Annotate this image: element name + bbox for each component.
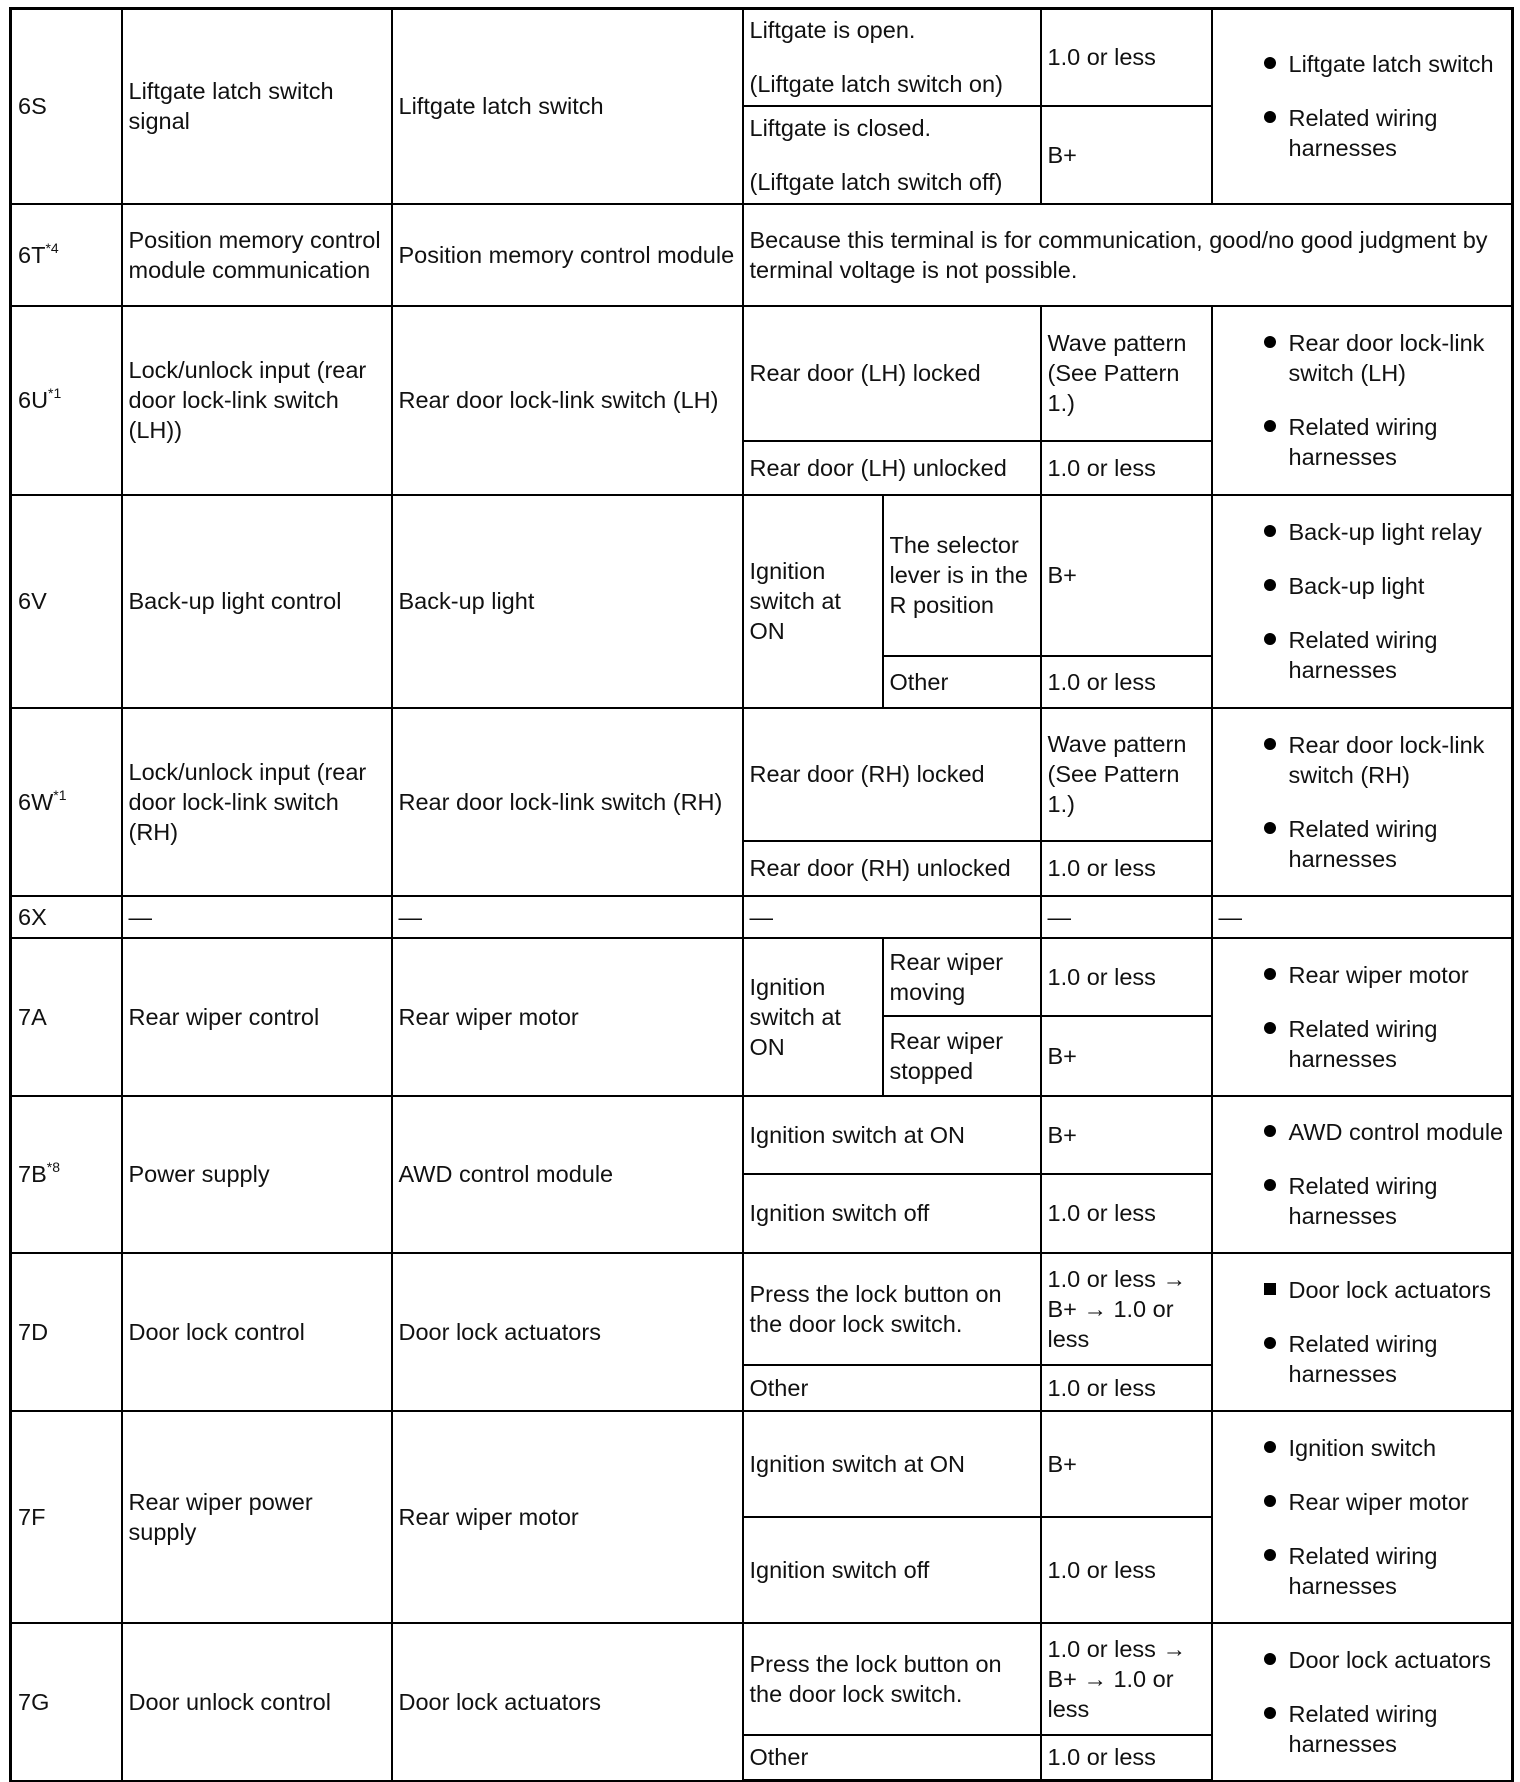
condition-cell: Press the lock button on the door lock switch. — [743, 1623, 1041, 1735]
device-cell: AWD control module — [392, 1096, 743, 1253]
bullet-icon — [1264, 525, 1276, 537]
table-row — [11, 896, 1513, 938]
signal-cell: Position memory control module communication — [122, 204, 392, 306]
bullet-icon — [1264, 1549, 1276, 1561]
terminal-cell: 6S — [11, 9, 122, 204]
table-row — [11, 306, 1513, 441]
bullet-icon — [1264, 738, 1276, 750]
check-item-cell — [1212, 495, 1513, 708]
terminal-check-table — [9, 7, 1514, 1782]
dash: — — [1047, 903, 1071, 930]
check-item-cell — [1212, 1096, 1513, 1253]
condition-cell: Rear wiper moving — [883, 938, 1041, 1016]
dash: — — [1218, 903, 1242, 930]
bullet-icon — [1264, 1283, 1276, 1295]
check-item-cell — [1212, 938, 1513, 1096]
bullet-icon — [1264, 579, 1276, 591]
terminal-cell: $6U^{*1}$ — [11, 306, 122, 495]
terminal-cell: 7A — [11, 938, 122, 1096]
voltage-cell: B+ — [1041, 1016, 1212, 1096]
voltage-cell: 1.0 or less — [1041, 938, 1212, 1016]
bullet-icon — [1264, 968, 1276, 980]
bullet-icon — [1264, 1653, 1276, 1665]
condition-cell: Other — [883, 656, 1041, 708]
device-cell: Rear door lock-link switch (LH) — [392, 306, 743, 495]
check-item-cell — [1212, 708, 1513, 896]
bullet-icon — [1264, 633, 1276, 645]
table-row — [11, 1623, 1513, 1735]
condition-cell: The selector lever is in the R position — [883, 495, 1041, 656]
check-item: Liftgate latch switch — [1219, 49, 1506, 79]
bullet-icon — [1264, 57, 1276, 69]
signal-cell: Liftgate latch switch signal — [122, 9, 392, 204]
signal-cell: Door lock control — [122, 1253, 392, 1411]
condition-cell: Other — [743, 1365, 1041, 1411]
device-cell: Rear wiper motor — [392, 938, 743, 1096]
condition-cell: Ignition switch off — [743, 1174, 1041, 1253]
signal-cell: Door unlock control — [122, 1623, 392, 1781]
bullet-icon — [1264, 1125, 1276, 1137]
voltage-cell: Wave pattern (See Pattern 1.) — [1041, 708, 1212, 841]
check-item: Related wiring harnesses — [1219, 1171, 1506, 1231]
check-item: AWD control module — [1219, 1117, 1506, 1147]
terminal-cell: $6W^{*1}$ — [11, 708, 122, 896]
device-cell: Rear door lock-link switch (RH) — [392, 708, 743, 896]
signal-cell: Lock/unlock input (rear door lock-link switch (LH)) — [122, 306, 392, 495]
voltage-cell: 1.0 or less — [1041, 841, 1212, 896]
bullet-icon — [1264, 1495, 1276, 1507]
signal-cell: Rear wiper control — [122, 938, 392, 1096]
check-item: Related wiring harnesses — [1219, 1329, 1506, 1389]
bullet-icon — [1264, 1441, 1276, 1453]
signal-cell: Power supply — [122, 1096, 392, 1253]
terminal-cell: 7D — [11, 1253, 122, 1411]
terminal-cell: $7B^{*8}$ — [11, 1096, 122, 1253]
table-row — [11, 495, 1513, 656]
signal-cell: Back-up light control — [122, 495, 392, 708]
check-item: Rear door lock-link switch (LH) — [1219, 328, 1506, 388]
check-item-cell — [1212, 1623, 1513, 1781]
voltage-cell: B+ — [1041, 1411, 1212, 1517]
check-item: Related wiring harnesses — [1219, 1014, 1506, 1074]
device-cell: Position memory control module — [392, 204, 743, 306]
voltage-cell: 1.0 or less — [1041, 1517, 1212, 1623]
bullet-icon — [1264, 1337, 1276, 1349]
check-item-cell — [1212, 1411, 1513, 1623]
condition-cell: Rear door (RH) unlocked — [743, 841, 1041, 896]
check-item-cell — [1212, 896, 1513, 938]
device-cell: Back-up light — [392, 495, 743, 708]
terminal-cell: 6X — [11, 896, 122, 938]
signal-cell: Lock/unlock input (rear door lock-link switch (RH) — [122, 708, 392, 896]
condition-cell: Ignition switch at ON — [743, 1096, 1041, 1174]
check-item-cell — [1212, 306, 1513, 495]
bullet-icon — [1264, 420, 1276, 432]
check-item: Rear door lock-link switch (RH) — [1219, 730, 1506, 790]
check-item: Rear wiper motor — [1219, 960, 1506, 990]
bullet-icon — [1264, 1179, 1276, 1191]
bullet-icon — [1264, 111, 1276, 123]
condition-cell: Ignition switch off — [743, 1517, 1041, 1623]
voltage-cell: 1.0 or less — [1041, 9, 1212, 106]
terminal-cell: 7G — [11, 1623, 122, 1781]
check-item-cell — [1212, 9, 1513, 204]
table-row — [11, 708, 1513, 841]
check-item-cell — [1212, 1253, 1513, 1411]
dash: — — [398, 903, 422, 930]
check-item: Related wiring harnesses — [1219, 1699, 1506, 1759]
check-item: Related wiring harnesses — [1219, 1541, 1506, 1601]
device-cell: Rear wiper motor — [392, 1411, 743, 1623]
table-row — [11, 204, 1513, 306]
voltage-cell: B+ — [1041, 495, 1212, 656]
voltage-cell — [1041, 896, 1212, 938]
check-item: Door lock actuators — [1219, 1275, 1506, 1305]
check-item: Rear wiper motor — [1219, 1487, 1506, 1517]
condition-cell: Ignition switch at ON — [743, 1411, 1041, 1517]
voltage-cell: 1.0 or less → B+ → 1.0 or less — [1041, 1623, 1212, 1735]
condition-cell: Rear wiper stopped — [883, 1016, 1041, 1096]
device-cell — [392, 896, 743, 938]
check-item: Related wiring harnesses — [1219, 814, 1506, 874]
bullet-icon — [1264, 336, 1276, 348]
table-row — [11, 1096, 1513, 1174]
condition-cell: Liftgate is open. (Liftgate latch switch on) — [743, 9, 1041, 106]
condition-cell — [743, 896, 1041, 938]
condition-cell: Rear door (LH) unlocked — [743, 441, 1041, 495]
check-item: Door lock actuators — [1219, 1645, 1506, 1675]
bullet-icon — [1264, 1022, 1276, 1034]
terminal-cell: 6V — [11, 495, 122, 708]
check-item: Back-up light — [1219, 571, 1506, 601]
signal-cell: Rear wiper power supply — [122, 1411, 392, 1623]
voltage-cell: B+ — [1041, 106, 1212, 204]
check-item: Related wiring harnesses — [1219, 103, 1506, 163]
voltage-cell: 1.0 or less — [1041, 441, 1212, 495]
device-cell: Door lock actuators — [392, 1253, 743, 1411]
table-row — [11, 9, 1513, 106]
signal-cell — [122, 896, 392, 938]
condition-cell: Liftgate is closed. (Liftgate latch switch off) — [743, 106, 1041, 204]
condition-cell: Other — [743, 1735, 1041, 1781]
table-row — [11, 938, 1513, 1016]
device-cell: Liftgate latch switch — [392, 9, 743, 204]
terminal-cell: 7F — [11, 1411, 122, 1623]
condition-cell: Rear door (LH) locked — [743, 306, 1041, 441]
voltage-cell: 1.0 or less — [1041, 1735, 1212, 1781]
voltage-cell: 1.0 or less — [1041, 656, 1212, 708]
table-row — [11, 1411, 1513, 1517]
terminal-cell: $6T^{*4}$ — [11, 204, 122, 306]
dash: — — [128, 903, 152, 930]
condition-cell: Rear door (RH) locked — [743, 708, 1041, 841]
table-row — [11, 1253, 1513, 1365]
condition-group-cell: Ignition switch at ON — [743, 938, 883, 1096]
condition-group-cell: Ignition switch at ON — [743, 495, 883, 708]
dash: — — [749, 903, 773, 930]
voltage-cell: 1.0 or less — [1041, 1365, 1212, 1411]
voltage-cell: Wave pattern (See Pattern 1.) — [1041, 306, 1212, 441]
condition-cell: Press the lock button on the door lock switch. — [743, 1253, 1041, 1365]
bullet-icon — [1264, 822, 1276, 834]
communication-note-cell: Because this terminal is for communication, good/no good judgment by terminal voltage is not possible. — [743, 204, 1513, 306]
check-item: Ignition switch — [1219, 1433, 1506, 1463]
device-cell: Door lock actuators — [392, 1623, 743, 1781]
voltage-cell: B+ — [1041, 1096, 1212, 1174]
voltage-cell: 1.0 or less — [1041, 1174, 1212, 1253]
check-item: Related wiring harnesses — [1219, 625, 1506, 685]
check-item: Related wiring harnesses — [1219, 412, 1506, 472]
bullet-icon — [1264, 1707, 1276, 1719]
check-item: Back-up light relay — [1219, 517, 1506, 547]
voltage-cell: 1.0 or less → B+ → 1.0 or less — [1041, 1253, 1212, 1365]
